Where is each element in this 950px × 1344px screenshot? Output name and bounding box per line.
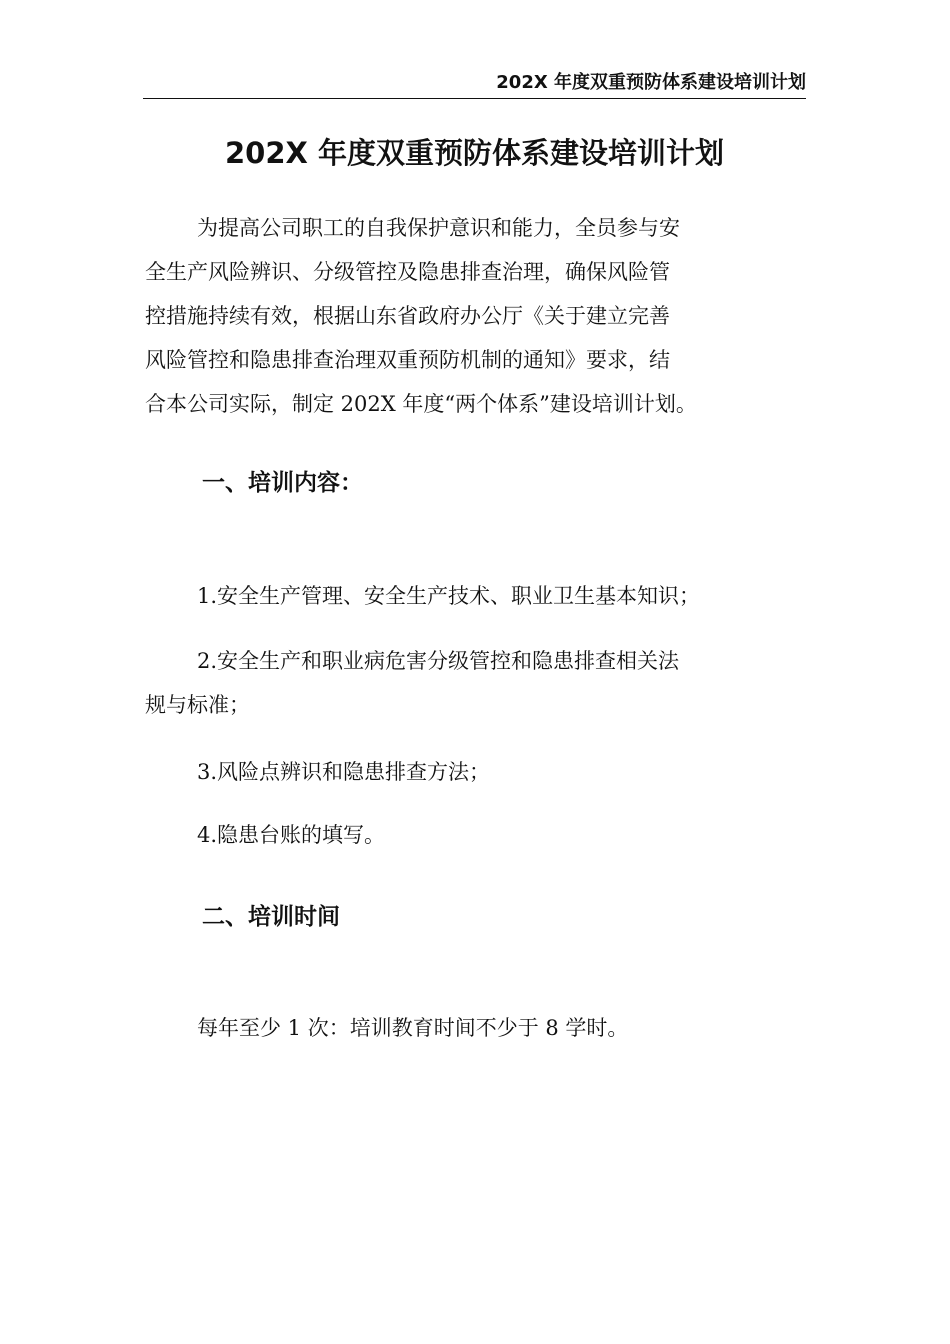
paragraph-line: 每年至少 1 次：培训教育时间不少于 8 学时。 bbox=[197, 1016, 629, 1040]
list-item-text: 4.隐患台账的填写。 bbox=[197, 823, 386, 847]
list-item bbox=[145, 750, 813, 794]
list-item-text: 1.安全生产管理、安全生产技术、职业卫生基本知识； bbox=[197, 584, 701, 608]
list-item-text: 3.风险点辨识和隐患排查方法； bbox=[197, 760, 491, 784]
section-heading-training-time: 二、培训时间 bbox=[202, 904, 340, 930]
list-item bbox=[145, 813, 813, 857]
intro-line: 风险管控和隐患排查治理双重预防机制的通知》要求，结 bbox=[145, 348, 670, 372]
running-header: 202X 年度双重预防体系建设培训计划 bbox=[496, 72, 806, 93]
header-divider bbox=[143, 98, 806, 99]
intro-line: 全生产风险辨识、分级管控及隐患排查治理，确保风险管 bbox=[145, 260, 670, 284]
list-item-text: 规与标准； bbox=[145, 693, 250, 717]
training-time-text bbox=[145, 1006, 813, 1050]
intro-line: 控措施持续有效，根据山东省政府办公厅《关于建立完善 bbox=[145, 304, 670, 328]
list-item bbox=[145, 574, 813, 618]
intro-line: 为提高公司职工的自我保护意识和能力，全员参与安 bbox=[197, 216, 680, 240]
list-item bbox=[145, 639, 813, 727]
intro-paragraph bbox=[145, 206, 813, 426]
list-item-text: 2.安全生产和职业病危害分级管控和隐患排查相关法 bbox=[197, 649, 680, 673]
section-heading-training-content: 一、培训内容： bbox=[202, 470, 363, 496]
document-title: 202X 年度双重预防体系建设培训计划 bbox=[225, 136, 724, 170]
intro-line: 合本公司实际，制定 202X 年度“两个体系”建设培训计划。 bbox=[145, 392, 697, 416]
